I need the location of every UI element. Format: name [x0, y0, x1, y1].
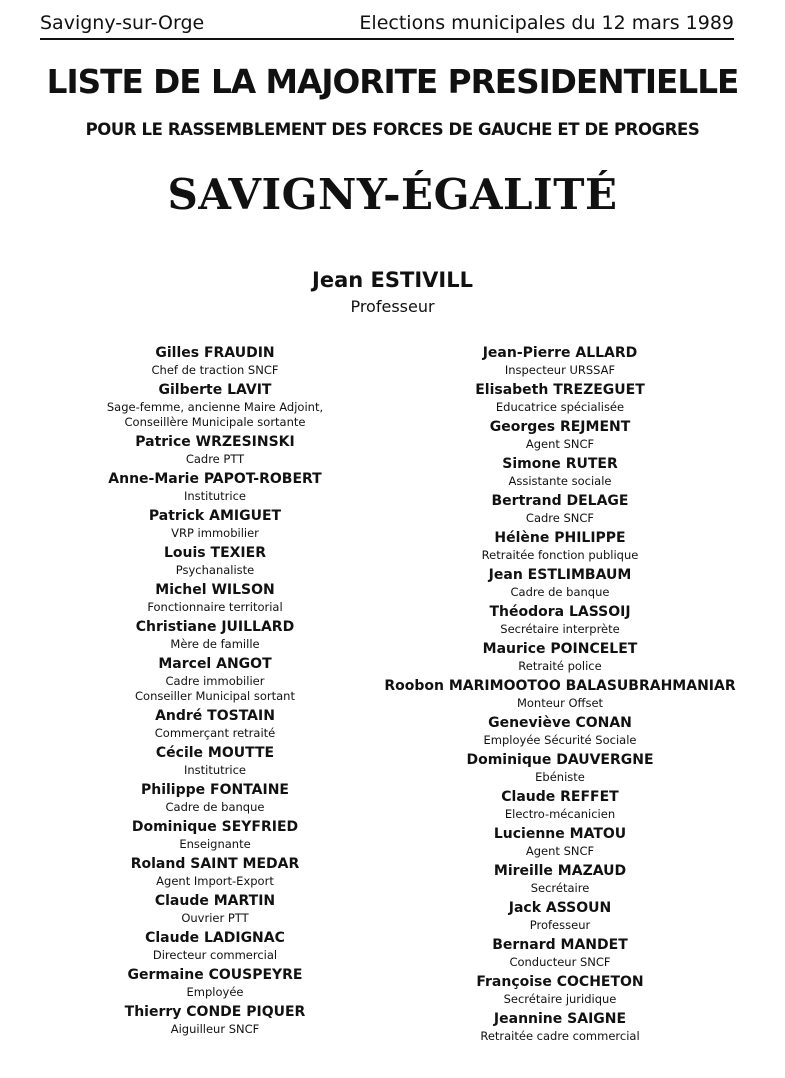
candidate-first-name: Roland — [130, 856, 186, 872]
candidate-name — [40, 965, 390, 985]
candidate-first-name: Patrice — [135, 434, 191, 450]
candidate-first-name: Jean-Pierre — [482, 345, 571, 361]
candidate-role: Fonctionnaire territorial — [147, 600, 283, 614]
candidate-name — [380, 787, 740, 807]
candidate-role: Cadre PTT — [185, 452, 245, 466]
candidates-right-column — [380, 343, 740, 1046]
candidate-entry — [40, 580, 390, 615]
candidate-first-name: Cécile — [155, 745, 204, 761]
candidate-name — [380, 565, 740, 585]
candidate-name — [40, 706, 390, 726]
candidate-role: Cadre de banque — [510, 585, 610, 599]
candidate-name — [380, 380, 740, 400]
candidate-first-name: Roobon — [384, 678, 444, 694]
candidate-name — [380, 602, 740, 622]
candidate-role: Retraitée fonction publique — [481, 548, 639, 562]
candidate-role: Retraitée cadre commercial — [480, 1029, 640, 1043]
head-last-name: ESTIVILL — [370, 268, 473, 292]
candidate-entry — [40, 380, 390, 430]
candidate-entry — [380, 972, 740, 1007]
candidate-name — [40, 891, 390, 911]
candidate-entry — [40, 617, 390, 652]
candidate-role: Secrétaire juridique — [503, 992, 617, 1006]
candidate-role: Agent SNCF — [525, 437, 595, 451]
candidate-last-name: LAVIT — [227, 382, 272, 398]
candidate-role: Aiguilleur SNCF — [170, 1022, 260, 1036]
candidate-entry — [380, 676, 740, 711]
candidate-entry — [40, 343, 390, 378]
candidate-name — [40, 617, 390, 637]
candidate-entry — [380, 528, 740, 563]
candidate-first-name: Dominique — [131, 819, 217, 835]
candidate-last-name: MATOU — [569, 826, 627, 842]
candidate-first-name: Christiane — [135, 619, 217, 635]
candidate-first-name: Thierry — [124, 1004, 182, 1020]
candidate-first-name: Claude — [145, 930, 200, 946]
candidate-first-name: Anne-Marie — [108, 471, 199, 487]
candidate-last-name: RUTER — [565, 456, 618, 472]
candidate-last-name: WILSON — [211, 582, 275, 598]
election-date: Elections municipales du 12 mars 1989 — [359, 12, 734, 34]
candidate-name — [380, 898, 740, 918]
candidate-last-name: SAIGNE — [567, 1011, 627, 1027]
head-first-name: Jean — [312, 268, 364, 292]
candidate-name — [380, 676, 740, 696]
candidate-last-name: FONTAINE — [210, 782, 289, 798]
candidate-role: Employée — [186, 985, 244, 999]
candidate-first-name: Louis — [164, 545, 206, 561]
candidate-name — [380, 750, 740, 770]
candidate-role: Secrétaire — [530, 881, 590, 895]
candidate-name — [380, 1009, 740, 1029]
candidate-first-name: André — [155, 708, 203, 724]
candidate-role: Enseignante — [179, 837, 251, 851]
candidate-last-name: TEXIER — [210, 545, 266, 561]
candidate-last-name: CONDE PIQUER — [186, 1004, 306, 1020]
candidate-name — [380, 972, 740, 992]
candidate-role: Chef de traction SNCF — [151, 363, 279, 377]
candidate-last-name: ANGOT — [216, 656, 272, 672]
candidate-name — [40, 654, 390, 674]
candidate-entry — [40, 891, 390, 926]
candidate-last-name: MOUTTE — [207, 745, 275, 761]
candidate-role: Commerçant retraité — [154, 726, 276, 740]
candidate-first-name: Germaine — [127, 967, 204, 983]
candidate-entry — [40, 654, 390, 704]
candidate-first-name: Dominique — [466, 752, 552, 768]
candidate-role: Secrétaire interprète — [500, 622, 620, 636]
candidates-left-column — [40, 343, 390, 1039]
header-bar — [40, 8, 734, 40]
candidate-name — [380, 454, 740, 474]
candidate-first-name: Mireille — [493, 863, 553, 879]
candidate-entry — [380, 602, 740, 637]
town-name: Savigny-sur-Orge — [40, 12, 205, 34]
candidate-first-name: Elisabeth — [475, 382, 549, 398]
candidate-entry — [380, 898, 740, 933]
candidate-name — [380, 935, 740, 955]
subtitle: POUR LE RASSEMBLEMENT DES FORCES DE GAUCHE ET DE PROGRES — [85, 120, 700, 139]
candidate-last-name: COUSPEYRE — [208, 967, 303, 983]
candidate-last-name: PAPOT-ROBERT — [203, 471, 322, 487]
candidate-name — [380, 824, 740, 844]
candidate-role: Institutrice — [183, 763, 246, 777]
candidate-role: Professeur — [529, 918, 591, 932]
candidate-last-name: ESTLIMBAUM — [527, 567, 632, 583]
candidate-role: Conducteur SNCF — [509, 955, 611, 969]
candidate-entry — [40, 854, 390, 889]
candidate-first-name: Lucienne — [493, 826, 565, 842]
candidate-role: Sage-femme, ancienne Maire Adjoint, — [106, 400, 324, 414]
candidate-first-name: Bernard — [492, 937, 556, 953]
list-name: SAVIGNY-ÉGALITÉ — [167, 170, 618, 219]
candidate-last-name: TREZEGUET — [553, 382, 645, 398]
candidate-first-name: Claude — [501, 789, 556, 805]
candidate-entry — [40, 432, 390, 467]
candidate-entry — [380, 454, 740, 489]
candidate-last-name: POINCELET — [550, 641, 638, 657]
candidate-first-name: Maurice — [482, 641, 546, 657]
head-of-list-name — [0, 268, 785, 292]
candidate-name — [40, 543, 390, 563]
candidate-entry — [380, 861, 740, 896]
candidate-first-name: Théodora — [489, 604, 565, 620]
candidate-role: Conseillère Municipale sortante — [124, 415, 306, 429]
candidate-entry — [380, 639, 740, 674]
candidate-last-name: AMIGUET — [209, 508, 282, 524]
candidate-role: Psychanaliste — [175, 563, 255, 577]
candidate-name — [40, 380, 390, 400]
candidate-last-name: CONAN — [575, 715, 632, 731]
candidate-name — [380, 861, 740, 881]
candidate-entry — [40, 743, 390, 778]
candidate-entry — [380, 343, 740, 378]
candidate-first-name: Gilles — [155, 345, 200, 361]
candidate-name — [380, 343, 740, 363]
candidate-entry — [40, 1002, 390, 1037]
candidate-role: Cadre de banque — [165, 800, 265, 814]
candidate-entry — [40, 780, 390, 815]
candidate-last-name: DAUVERGNE — [556, 752, 654, 768]
candidate-role: Cadre SNCF — [525, 511, 595, 525]
candidate-role: VRP immobilier — [171, 526, 259, 540]
candidate-first-name: Jack — [508, 900, 542, 916]
candidate-entry — [380, 824, 740, 859]
candidate-last-name: LADIGNAC — [203, 930, 285, 946]
candidate-role: Agent SNCF — [525, 844, 595, 858]
candidate-name — [40, 928, 390, 948]
candidate-name — [40, 743, 390, 763]
candidate-role: Conseiller Municipal sortant — [135, 689, 295, 703]
candidate-role: Assistante sociale — [508, 474, 612, 488]
candidate-name — [380, 528, 740, 548]
candidate-entry — [40, 706, 390, 741]
candidate-name — [380, 713, 740, 733]
candidate-last-name: REFFET — [560, 789, 619, 805]
candidate-entry — [40, 965, 390, 1000]
candidate-role: Ebéniste — [535, 770, 585, 784]
candidate-name — [40, 1002, 390, 1022]
candidate-role: Mère de famille — [170, 637, 260, 651]
candidate-first-name: Françoise — [476, 974, 552, 990]
candidate-role: Monteur Offset — [516, 696, 604, 710]
candidate-entry — [380, 787, 740, 822]
candidate-role: Electro-mécanicien — [504, 807, 616, 821]
candidate-name — [40, 469, 390, 489]
candidate-entry — [380, 417, 740, 452]
candidate-entry — [40, 543, 390, 578]
candidate-entry — [380, 750, 740, 785]
candidate-last-name: PHILIPPE — [554, 530, 626, 546]
candidate-last-name: SEYFRIED — [221, 819, 299, 835]
candidate-first-name: Georges — [489, 419, 556, 435]
candidate-role: Ouvrier PTT — [181, 911, 249, 925]
candidate-name — [40, 580, 390, 600]
candidate-first-name: Simone — [502, 456, 561, 472]
candidate-entry — [40, 469, 390, 504]
candidate-first-name: Jean — [488, 567, 523, 583]
candidate-first-name: Marcel — [158, 656, 212, 672]
candidate-last-name: MARIMOOTOO BALASUBRAHMANIAR — [448, 678, 736, 694]
head-of-list-role: Professeur — [350, 297, 435, 316]
candidate-last-name: DELAGE — [566, 493, 629, 509]
candidate-first-name: Patrick — [148, 508, 205, 524]
candidate-role: Directeur commercial — [152, 948, 278, 962]
candidate-entry — [380, 565, 740, 600]
candidate-name — [40, 780, 390, 800]
candidate-name — [380, 639, 740, 659]
candidate-last-name: MAZAUD — [557, 863, 627, 879]
candidate-entry — [40, 506, 390, 541]
candidate-role: Educatrice spécialisée — [495, 400, 625, 414]
candidate-name — [380, 417, 740, 437]
candidate-role: Inspecteur URSSAF — [504, 363, 616, 377]
candidate-last-name: SAINT MEDAR — [190, 856, 300, 872]
candidate-first-name: Claude — [154, 893, 209, 909]
candidate-first-name: Philippe — [140, 782, 206, 798]
candidate-name — [40, 343, 390, 363]
candidate-last-name: ALLARD — [575, 345, 638, 361]
candidate-entry — [380, 1009, 740, 1044]
candidate-role: Retraité police — [518, 659, 602, 673]
candidate-name — [40, 854, 390, 874]
candidate-first-name: Hélène — [494, 530, 550, 546]
candidate-first-name: Jeannine — [493, 1011, 563, 1027]
candidate-last-name: WRZESINSKI — [195, 434, 295, 450]
main-title: LISTE DE LA MAJORITE PRESIDENTIELLE — [46, 62, 739, 101]
candidate-entry — [380, 935, 740, 970]
candidate-first-name: Bertrand — [491, 493, 562, 509]
candidate-role: Cadre immobilier — [165, 674, 265, 688]
candidate-last-name: FRAUDIN — [203, 345, 275, 361]
candidate-name — [40, 432, 390, 452]
candidate-last-name: LASSOIJ — [568, 604, 631, 620]
candidate-last-name: MANDET — [560, 937, 628, 953]
candidate-first-name: Michel — [155, 582, 207, 598]
candidate-last-name: ASSOUN — [545, 900, 612, 916]
candidate-last-name: TOSTAIN — [207, 708, 275, 724]
candidate-name — [40, 817, 390, 837]
candidate-entry — [380, 713, 740, 748]
candidate-last-name: MARTIN — [213, 893, 276, 909]
candidate-entry — [40, 817, 390, 852]
candidate-last-name: JUILLARD — [221, 619, 295, 635]
candidate-entry — [380, 491, 740, 526]
candidate-role: Employée Sécurité Sociale — [483, 733, 637, 747]
candidate-role: Agent Import-Export — [156, 874, 274, 888]
candidate-name — [380, 491, 740, 511]
candidate-entry — [380, 380, 740, 415]
candidate-first-name: Geneviève — [488, 715, 571, 731]
candidate-last-name: COCHETON — [556, 974, 644, 990]
candidate-role: Institutrice — [183, 489, 246, 503]
candidate-last-name: REJMENT — [559, 419, 631, 435]
candidate-name — [40, 506, 390, 526]
candidate-first-name: Gilberte — [158, 382, 223, 398]
candidate-entry — [40, 928, 390, 963]
